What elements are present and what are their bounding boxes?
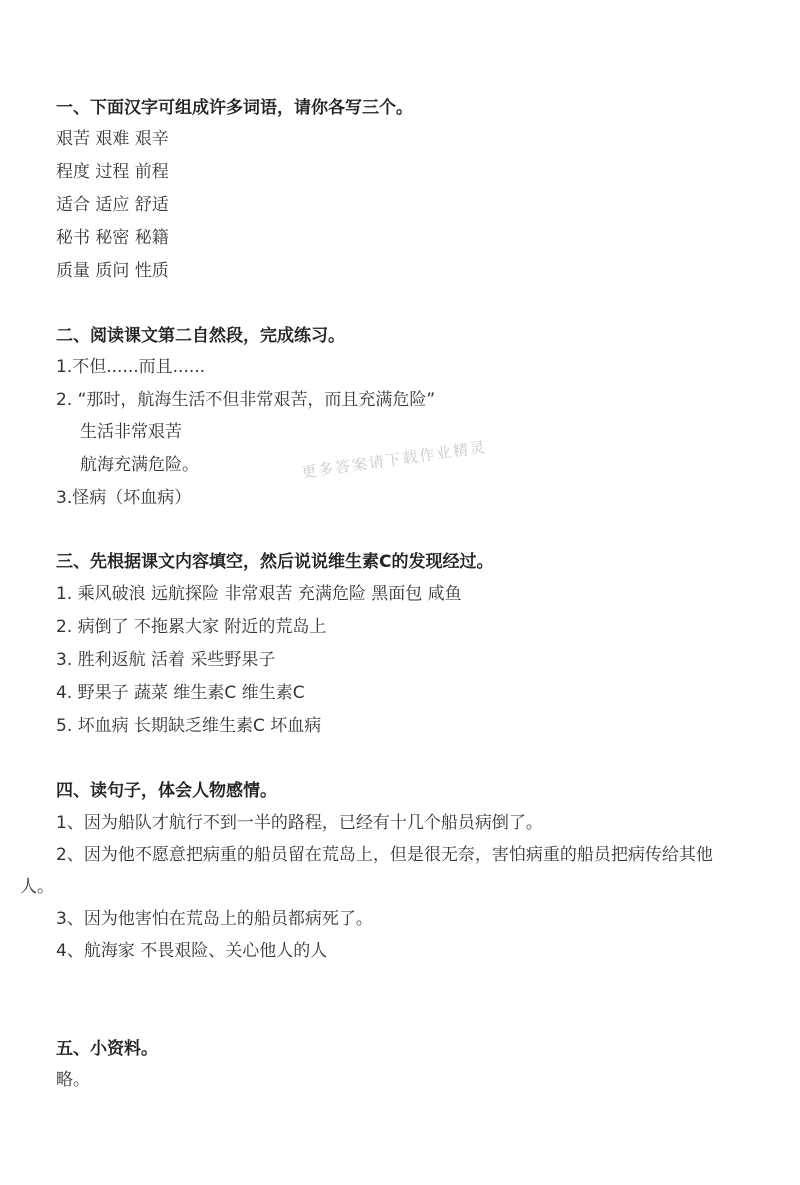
section-2-answer-3: 3.怪病（坏血病） [56, 488, 192, 508]
section-4-answer-2-continued: 人。 [20, 877, 54, 897]
section-1-answer-2: 程度 过程 前程 [56, 162, 169, 182]
section-3-answer-4: 4. 野果子 蔬菜 维生素C 维生素C [56, 683, 305, 703]
section-1-heading: 一、下面汉字可组成许多词语，请你各写三个。 [56, 98, 413, 118]
section-3-heading: 三、先根据课文内容填空，然后说说维生素C的发现经过。 [56, 552, 494, 572]
section-1-answer-4: 秘书 秘密 秘籍 [56, 228, 169, 248]
section-3-answer-3: 3. 胜利返航 活着 采些野果子 [56, 650, 276, 670]
section-4-heading: 四、读句子，体会人物感情。 [56, 781, 277, 801]
section-2-answer-2b: 航海充满危险。 [80, 455, 199, 475]
section-4-answer-3: 3、因为他害怕在荒岛上的船员都病死了。 [56, 909, 373, 929]
section-1-answer-1: 艰苦 艰难 艰辛 [56, 129, 169, 149]
section-4-answer-4: 4、航海家 不畏艰险、关心他人的人 [56, 941, 328, 961]
section-3-answer-2: 2. 病倒了 不拖累大家 附近的荒岛上 [56, 617, 327, 637]
watermark-text: 更多答案请下载作业精灵 [300, 437, 488, 482]
section-2-heading: 二、阅读课文第二自然段，完成练习。 [56, 326, 345, 346]
section-4-answer-2: 2、因为他不愿意把病重的船员留在荒岛上，但是很无奈，害怕病重的船员把病传给其他 [56, 845, 713, 865]
section-5-answer-1: 略。 [56, 1070, 90, 1090]
section-3-answer-1: 1. 乘风破浪 远航探险 非常艰苦 充满危险 黑面包 咸鱼 [56, 584, 462, 604]
section-3-answer-5: 5. 坏血病 长期缺乏维生素C 坏血病 [56, 716, 322, 736]
section-1-answer-5: 质量 质问 性质 [56, 261, 169, 281]
section-2-answer-1: 1.不但......而且...... [56, 357, 206, 377]
section-2-answer-2a: 生活非常艰苦 [80, 422, 182, 442]
section-2-answer-2: 2. “那时，航海生活不但非常艰苦，而且充满危险” [56, 390, 436, 410]
section-4-answer-1: 1、因为船队才航行不到一半的路程，已经有十几个船员病倒了。 [56, 813, 543, 833]
section-1-answer-3: 适合 适应 舒适 [56, 195, 169, 215]
section-5-heading: 五、小资料。 [56, 1039, 158, 1059]
